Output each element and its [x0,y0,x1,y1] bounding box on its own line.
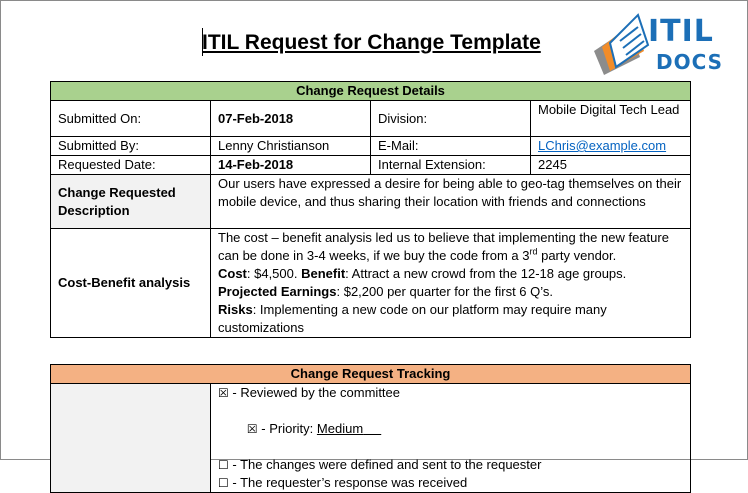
description-value[interactable]: Our users have expressed a desire for being able to geo-tag themselves on their mobile device, and thus sharing their location with friends and connections [211,175,691,229]
checkbox-checked[interactable]: ☒ [246,422,258,436]
requested-date-value[interactable]: 14-Feb-2018 [211,156,371,175]
submitted-on-label: Submitted On: [51,101,211,137]
submitted-by-label: Submitted By: [51,137,211,156]
table-row [51,156,691,175]
risks-label: Risks [218,302,253,317]
table-row [51,175,691,229]
checkbox-checked[interactable]: ☒ [218,386,229,400]
cba-intro-b: party vendor. [537,248,617,263]
extension-value[interactable]: 2245 [531,156,691,175]
table-row [51,137,691,156]
tracking-label-cell [51,384,211,493]
page-title: ITIL Request for Change Template [202,31,541,54]
details-header-row [51,82,691,101]
cost-value: : $4,500. [246,266,302,281]
cba-intro-sup: rd [529,246,538,257]
itil-docs-logo [590,5,740,83]
risks-value: : Implementing a new code on our platform may require many customizations [218,302,607,335]
extension-label: Internal Extension: [371,156,531,175]
tracking-header: Change Request Tracking [51,365,691,384]
email-label: E-Mail: [371,137,531,156]
table-row [51,229,691,338]
checklist-text: - Reviewed by the committee [228,385,400,400]
table-row [51,101,691,137]
details-header: Change Request Details [51,82,691,101]
division-value[interactable]: Mobile Digital Tech Lead [531,101,691,137]
tracking-checklist [211,384,691,493]
checklist-item-reviewed [218,384,683,402]
checklist-item-response [218,474,683,492]
earnings-label: Projected Earnings [218,284,337,299]
requested-date-label: Requested Date: [51,156,211,175]
division-label: Division: [371,101,531,137]
checklist-text: - The requester’s response was received [228,475,468,490]
logo-line-1: ITIL [648,14,714,49]
checklist-item-priority [218,402,683,456]
cost-benefit-label: Cost-Benefit analysis [51,229,211,338]
submitted-on-value[interactable]: 07-Feb-2018 [211,101,371,137]
change-request-tracking-table [50,364,691,493]
submitted-by-value[interactable]: Lenny Christianson [211,137,371,156]
benefit-label: Benefit [301,266,346,281]
cost-benefit-value[interactable] [211,229,691,338]
document-stack-icon [590,13,650,83]
checklist-text: - The changes were defined and sent to the requester [228,457,542,472]
email-cell [531,137,691,156]
checklist-item-defined [218,456,683,474]
table-row [51,384,691,493]
checklist-text: - Priority: [257,421,317,436]
tracking-header-row [51,365,691,384]
description-label: Change Requested Description [51,175,211,229]
earnings-value: : $2,200 per quarter for the first 6 Q’s. [336,284,554,299]
checkbox-unchecked[interactable]: ☐ [218,458,229,472]
priority-value[interactable]: Medium [316,421,364,436]
change-request-details-table [50,81,691,338]
benefit-value: : Attract a new crowd from the 12-18 age groups. [345,266,627,281]
cba-intro-a: The cost – benefit analysis led us to believe that implementing the new feature can be done in 3-4 weeks, if we buy the code from a 3 [218,230,669,263]
checkbox-unchecked[interactable]: ☐ [218,476,229,490]
logo-line-2: DOCS [656,50,724,74]
cost-label: Cost [218,266,247,281]
email-link[interactable]: LChris@example.com [538,138,667,153]
